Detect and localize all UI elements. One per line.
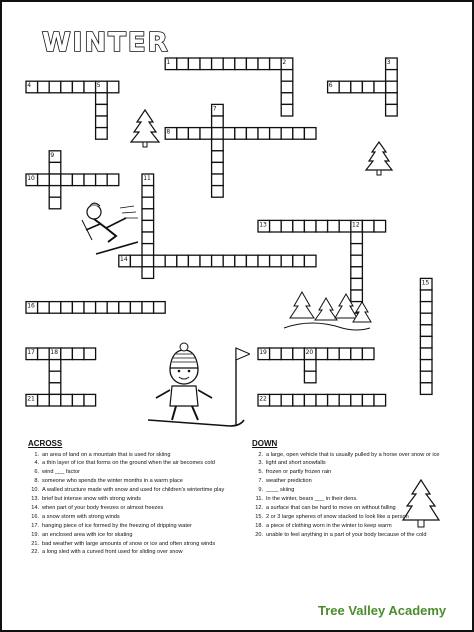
- grid-cell[interactable]: [200, 58, 212, 70]
- grid-cell[interactable]: [38, 81, 50, 93]
- grid-cell[interactable]: [49, 383, 61, 395]
- grid-cell[interactable]: [328, 394, 340, 406]
- grid-cell[interactable]: [281, 348, 293, 360]
- clue-text: brief but intense snow with strong winds: [42, 496, 141, 503]
- grid-cell[interactable]: [293, 128, 305, 140]
- clue-number: 4.: [34, 460, 39, 467]
- across-clue: [28, 514, 233, 521]
- grid-cell[interactable]: [281, 70, 293, 82]
- grid-cell[interactable]: [38, 174, 50, 186]
- clue-number: 12.: [255, 504, 263, 511]
- snowy-trees-icon: [282, 288, 372, 336]
- grid-cell[interactable]: [142, 244, 154, 256]
- clue-number-label: 2: [282, 59, 287, 66]
- grid-cell[interactable]: [49, 81, 61, 93]
- clue-text: when part of your body freezes or almost freezes: [42, 504, 164, 511]
- clue-number-label: 9: [50, 151, 55, 159]
- clue-number-label: 1: [166, 59, 171, 66]
- sled-boy-icon: [140, 340, 250, 432]
- grid-cell[interactable]: [246, 58, 258, 70]
- grid-cell[interactable]: [200, 255, 212, 267]
- across-heading: ACROSS: [28, 439, 63, 448]
- grid-cell[interactable]: [304, 128, 316, 140]
- down-clue: [252, 505, 452, 512]
- grid-cell[interactable]: [49, 162, 61, 174]
- grid-cell[interactable]: [420, 371, 432, 383]
- clue-text: bad weather with large amounts of snow or ice and often strong winds: [42, 540, 216, 547]
- grid-cell[interactable]: [38, 394, 50, 406]
- clue-number: 5.: [258, 469, 263, 476]
- down-clue: [252, 496, 452, 503]
- grid-cell[interactable]: [223, 58, 235, 70]
- clue-number: 9.: [258, 487, 263, 494]
- grid-cell[interactable]: [351, 348, 363, 360]
- clue-number: 11.: [255, 496, 263, 503]
- clue-number-label: 22: [259, 395, 267, 403]
- clue-panel: [28, 437, 458, 627]
- grid-cell[interactable]: [212, 58, 224, 70]
- grid-cell[interactable]: [61, 81, 73, 93]
- grid-cell[interactable]: [142, 197, 154, 209]
- grid-cell[interactable]: [188, 58, 200, 70]
- clue-text: a piece of clothing worn in the winter to keep warm: [266, 522, 392, 529]
- grid-cell[interactable]: [281, 394, 293, 406]
- clue-text: light and short snowfalls: [266, 460, 326, 467]
- grid-cell[interactable]: [142, 220, 154, 232]
- grid-cell[interactable]: [61, 348, 73, 360]
- grid-cell[interactable]: [84, 174, 96, 186]
- grid-cell[interactable]: [316, 348, 328, 360]
- clue-text: a surface that can be hard to move on without falling: [266, 504, 396, 511]
- down-clue: [252, 523, 452, 530]
- grid-cell[interactable]: [281, 128, 293, 140]
- clue-number-label: 20: [305, 349, 314, 356]
- grid-cell[interactable]: [281, 104, 293, 116]
- grid-cell[interactable]: [96, 128, 108, 140]
- grid-cell[interactable]: [72, 174, 84, 186]
- across-clue: [28, 469, 233, 476]
- grid-cell[interactable]: [362, 394, 374, 406]
- grid-cell[interactable]: [212, 139, 224, 151]
- grid-cell[interactable]: [351, 394, 363, 406]
- grid-cell[interactable]: [362, 220, 374, 232]
- clue-number: 20.: [255, 531, 263, 538]
- grid-cell[interactable]: [304, 220, 316, 232]
- grid-cell[interactable]: [420, 290, 432, 302]
- page-title: WINTER: [42, 28, 170, 58]
- grid-cell[interactable]: [223, 128, 235, 140]
- grid-cell[interactable]: [212, 186, 224, 198]
- grid-cell[interactable]: [270, 128, 282, 140]
- across-clue: [28, 549, 233, 556]
- grid-cell[interactable]: [61, 394, 73, 406]
- grid-cell[interactable]: [49, 197, 61, 209]
- grid-cell[interactable]: [386, 81, 398, 93]
- grid-cell[interactable]: [420, 348, 432, 360]
- clue-number: 17.: [31, 522, 39, 529]
- grid-cell[interactable]: [386, 93, 398, 105]
- grid-cell[interactable]: [72, 394, 84, 406]
- clue-text: In the winter, bears ___ in their dens.: [266, 496, 358, 503]
- clue-number: 16.: [31, 513, 39, 520]
- grid-cell[interactable]: [96, 104, 108, 116]
- grid-cell[interactable]: [293, 220, 305, 232]
- down-heading: DOWN: [252, 439, 278, 448]
- clue-number-label: 12: [352, 221, 360, 229]
- grid-cell[interactable]: [107, 302, 119, 314]
- grid-cell[interactable]: [49, 302, 61, 314]
- grid-cell[interactable]: [374, 220, 386, 232]
- grid-cell[interactable]: [154, 255, 166, 267]
- clue-number: 22.: [31, 549, 39, 556]
- grid-cell[interactable]: [304, 371, 316, 383]
- grid-cell[interactable]: [386, 104, 398, 116]
- clue-number-label: 5: [96, 82, 101, 90]
- across-clue: [28, 487, 233, 494]
- grid-cell[interactable]: [316, 220, 328, 232]
- across-clue: [28, 532, 233, 539]
- clue-number: 8.: [34, 478, 39, 485]
- grid-cell[interactable]: [351, 232, 363, 244]
- across-clue: [28, 523, 233, 530]
- grid-cell[interactable]: [49, 174, 61, 186]
- grid-cell[interactable]: [339, 348, 351, 360]
- clue-number: 7.: [258, 478, 263, 485]
- across-clue: [28, 452, 233, 459]
- grid-cell[interactable]: [84, 348, 96, 360]
- grid-cell[interactable]: [304, 360, 316, 372]
- grid-cell[interactable]: [49, 371, 61, 383]
- clue-number: 2.: [258, 451, 263, 458]
- clue-number-label: 17: [27, 349, 35, 356]
- grid-cell[interactable]: [339, 81, 351, 93]
- clue-number-label: 10: [27, 175, 35, 182]
- clue-number-label: 4: [27, 82, 32, 90]
- grid-cell[interactable]: [281, 81, 293, 93]
- clue-text: a thin layer of ice that forms on the ground when the air becomes cold: [42, 460, 215, 467]
- grid-cell[interactable]: [200, 128, 212, 140]
- grid-cell[interactable]: [374, 81, 386, 93]
- grid-cell[interactable]: [154, 302, 166, 314]
- clue-text: ____ skiing: [266, 487, 295, 494]
- grid-cell[interactable]: [49, 186, 61, 198]
- grid-cell[interactable]: [304, 255, 316, 267]
- grid-cell[interactable]: [96, 174, 108, 186]
- across-clue: [28, 496, 233, 503]
- grid-cell[interactable]: [339, 220, 351, 232]
- grid-cell[interactable]: [420, 383, 432, 395]
- down-clue: [252, 532, 452, 539]
- grid-cell[interactable]: [142, 186, 154, 198]
- clue-text: a snow storm with strong winds: [42, 513, 120, 520]
- grid-cell[interactable]: [328, 348, 340, 360]
- grid-cell[interactable]: [177, 255, 189, 267]
- grid-cell[interactable]: [235, 255, 247, 267]
- grid-cell[interactable]: [351, 267, 363, 279]
- down-clue: [252, 478, 452, 485]
- grid-cell[interactable]: [38, 302, 50, 314]
- grid-cell[interactable]: [304, 394, 316, 406]
- grid-cell[interactable]: [165, 255, 177, 267]
- grid-cell[interactable]: [420, 360, 432, 372]
- clue-number-label: 16: [27, 302, 35, 310]
- clue-text: hanging piece of ice formed by the freezing of dripping water: [42, 522, 192, 529]
- grid-cell[interactable]: [177, 128, 189, 140]
- grid-cell[interactable]: [84, 302, 96, 314]
- grid-cell[interactable]: [96, 302, 108, 314]
- grid-cell[interactable]: [177, 58, 189, 70]
- grid-cell[interactable]: [142, 255, 154, 267]
- grid-cell[interactable]: [258, 255, 270, 267]
- grid-cell[interactable]: [339, 394, 351, 406]
- clue-number: 14.: [31, 504, 39, 511]
- grid-cell[interactable]: [420, 313, 432, 325]
- grid-cell[interactable]: [84, 394, 96, 406]
- grid-cell[interactable]: [293, 348, 305, 360]
- grid-cell[interactable]: [212, 116, 224, 128]
- grid-cell[interactable]: [293, 394, 305, 406]
- down-clue: [252, 460, 452, 467]
- clue-number-label: 3: [386, 59, 391, 66]
- grid-cell[interactable]: [96, 116, 108, 128]
- grid-cell[interactable]: [61, 174, 73, 186]
- clue-number: 10.: [31, 487, 39, 494]
- grid-cell[interactable]: [235, 128, 247, 140]
- skier-icon: [76, 200, 142, 260]
- grid-cell[interactable]: [270, 348, 282, 360]
- clue-number-label: 18: [50, 349, 59, 356]
- grid-cell[interactable]: [420, 325, 432, 337]
- clue-number: 6.: [34, 469, 39, 476]
- grid-cell[interactable]: [246, 255, 258, 267]
- across-clue: [28, 460, 233, 467]
- clue-number: 21.: [31, 540, 39, 547]
- grid-cell[interactable]: [49, 394, 61, 406]
- grid-cell[interactable]: [38, 348, 50, 360]
- down-clues: [252, 437, 452, 541]
- clue-text: unable to feel anything in a part of your body because of the cold: [266, 531, 427, 538]
- clue-number: 3.: [258, 460, 263, 467]
- grid-cell[interactable]: [212, 128, 224, 140]
- grid-cell[interactable]: [374, 394, 386, 406]
- clue-number-label: 11: [143, 175, 151, 182]
- clue-text: an enclosed area with ice for skating: [42, 531, 133, 538]
- grid-cell[interactable]: [72, 348, 84, 360]
- grid-cell[interactable]: [258, 128, 270, 140]
- across-clue: [28, 478, 233, 485]
- clue-number: 1.: [34, 451, 39, 458]
- clue-text: A walled structure made with snow and used for children's wintertime play: [42, 487, 225, 494]
- grid-cell[interactable]: [142, 302, 154, 314]
- clue-text: wind ___ factor: [42, 469, 80, 476]
- grid-cell[interactable]: [84, 81, 96, 93]
- clue-text: frozen or partly frozen rain: [266, 469, 332, 476]
- grid-cell[interactable]: [281, 93, 293, 105]
- clue-number-label: 15: [421, 279, 430, 287]
- clue-text: a large, open vehicle that is usually pulled by a horse over snow or ice: [266, 451, 440, 458]
- grid-cell[interactable]: [107, 81, 119, 93]
- across-clue: [28, 541, 233, 548]
- grid-cell[interactable]: [142, 232, 154, 244]
- grid-cell[interactable]: [223, 255, 235, 267]
- grid-cell[interactable]: [72, 302, 84, 314]
- clue-number-label: 6: [328, 82, 333, 90]
- grid-cell[interactable]: [281, 255, 293, 267]
- pine-tree-icon: [364, 140, 394, 176]
- grid-cell[interactable]: [142, 209, 154, 221]
- grid-cell[interactable]: [420, 302, 432, 314]
- grid-cell[interactable]: [351, 255, 363, 267]
- clue-number: 18.: [255, 522, 263, 529]
- grid-cell[interactable]: [246, 128, 258, 140]
- across-clues: [28, 437, 233, 558]
- down-clue: [252, 487, 452, 494]
- grid-cell[interactable]: [212, 255, 224, 267]
- clue-number-label: 8: [166, 128, 171, 136]
- clue-number-label: 13: [259, 221, 267, 229]
- grid-cell[interactable]: [420, 336, 432, 348]
- grid-cell[interactable]: [351, 81, 363, 93]
- grid-cell[interactable]: [142, 267, 154, 279]
- grid-cell[interactable]: [188, 255, 200, 267]
- grid-cell[interactable]: [362, 348, 374, 360]
- clue-number-label: 7: [212, 105, 217, 113]
- grid-cell[interactable]: [316, 394, 328, 406]
- grid-cell[interactable]: [107, 174, 119, 186]
- grid-cell[interactable]: [293, 255, 305, 267]
- clue-text: someone who spends the winter months in a warm place: [42, 478, 183, 485]
- grid-cell[interactable]: [212, 151, 224, 163]
- clue-number: 13.: [31, 496, 39, 503]
- grid-cell[interactable]: [212, 174, 224, 186]
- grid-cell[interactable]: [270, 255, 282, 267]
- grid-cell[interactable]: [281, 220, 293, 232]
- down-clue: [252, 452, 452, 459]
- down-clue: [252, 469, 452, 476]
- grid-cell[interactable]: [351, 244, 363, 256]
- grid-cell[interactable]: [119, 302, 131, 314]
- grid-cell[interactable]: [96, 93, 108, 105]
- clue-number-label: 14: [120, 256, 128, 264]
- grid-cell[interactable]: [130, 302, 142, 314]
- clue-number-label: 19: [259, 349, 267, 356]
- grid-cell[interactable]: [270, 58, 282, 70]
- clue-text: an area of land on a mountain that is used for skiing: [42, 451, 171, 458]
- clue-text: a long sled with a curved front used for sliding over snow: [42, 549, 183, 556]
- pine-tree-icon: [128, 108, 162, 148]
- grid-cell[interactable]: [188, 128, 200, 140]
- grid-cell[interactable]: [61, 302, 73, 314]
- grid-cell[interactable]: [49, 360, 61, 372]
- grid-cell[interactable]: [258, 58, 270, 70]
- grid-cell[interactable]: [270, 220, 282, 232]
- clue-number-label: 21: [27, 395, 35, 403]
- grid-cell[interactable]: [362, 81, 374, 93]
- clue-number: 15.: [255, 513, 263, 520]
- down-clue: [252, 514, 452, 521]
- clue-number: 19.: [31, 531, 39, 538]
- grid-cell[interactable]: [328, 220, 340, 232]
- grid-cell[interactable]: [235, 58, 247, 70]
- grid-cell[interactable]: [270, 394, 282, 406]
- grid-cell[interactable]: [212, 162, 224, 174]
- clue-text: weather prediction: [266, 478, 312, 485]
- brand-label: Tree Valley Academy: [318, 603, 447, 618]
- grid-cell[interactable]: [386, 70, 398, 82]
- grid-cell[interactable]: [72, 81, 84, 93]
- clue-text: 2 or 3 large spheres of snow stacked to look like a person: [266, 513, 409, 520]
- across-clue: [28, 505, 233, 512]
